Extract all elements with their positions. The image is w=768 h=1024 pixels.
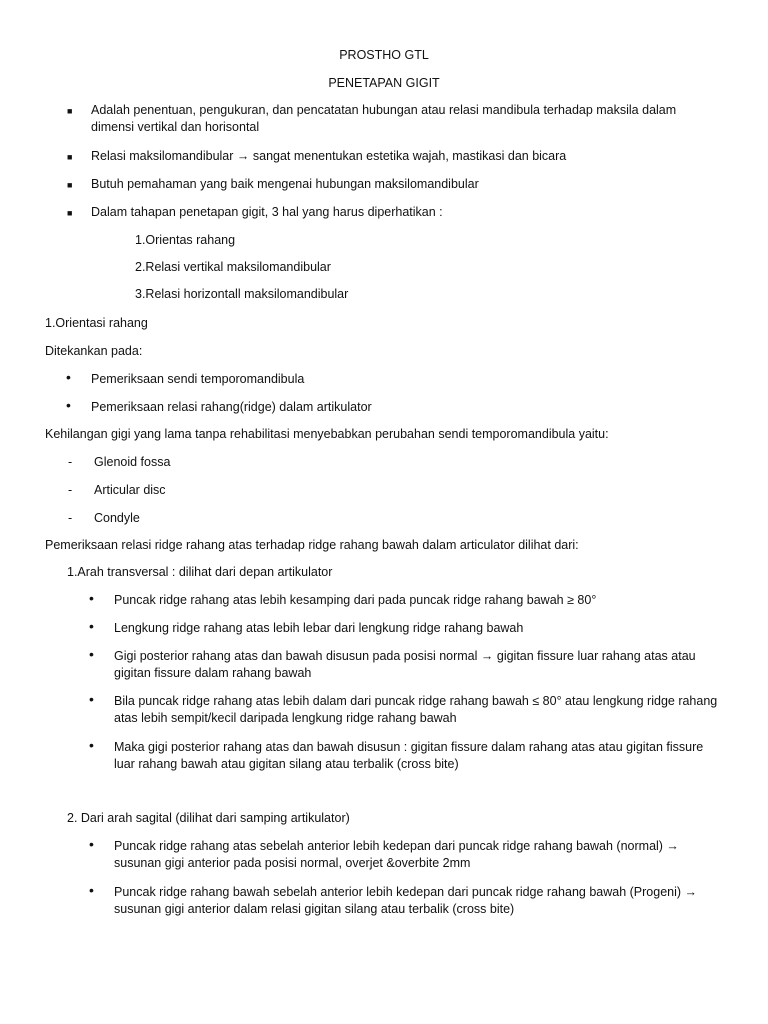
arah2-heading: 2. Dari arah sagital (dilihat dari samping artikulator)	[67, 811, 350, 825]
square-bullet-icon: ■	[67, 152, 73, 162]
dash-icon: -	[68, 511, 73, 525]
dash-item-1: Glenoid fossa	[94, 455, 171, 469]
round-bullet-icon: •	[89, 737, 94, 753]
arah1-bullet-5-line-1: Maka gigi posterior rahang atas dan bawah disusun : gigitan fissure dalam rahang atas atau gigitan fissure	[114, 740, 704, 754]
square-bullet-icon: ■	[67, 106, 73, 116]
kehilangan-paragraph: Kehilangan gigi yang lama tanpa rehabilitasi menyebabkan perubahan sendi temporomandibula yaitu:	[45, 427, 609, 441]
numbered-item-1: 1.Orientas rahang	[135, 233, 236, 247]
arah1-bullet-1: Puncak ridge rahang atas lebih kesamping dari pada puncak ridge rahang bawah ≥ 80°	[114, 593, 597, 607]
section1-heading: 1.Orientasi rahang	[45, 316, 148, 330]
section1-bullet-1: Pemeriksaan sendi temporomandibula	[91, 372, 305, 386]
arah1-bullet-4-line-2: atas lebih sempit/kecil daripada lengkung ridge rahang bawah	[114, 711, 457, 725]
arah2-bullet-1-line-2: susunan gigi anterior pada posisi normal, overjet &overbite 2mm	[114, 856, 471, 870]
round-bullet-icon: •	[89, 646, 94, 662]
round-bullet-icon: •	[89, 836, 94, 852]
arah2-bullet-2-line-2: susunan gigi anterior dalam relasi gigitan silang atau terbalik (cross bite)	[114, 902, 515, 916]
numbered-item-2: 2.Relasi vertikal maksilomandibular	[135, 260, 331, 274]
document-title: PROSTHO GTL	[339, 48, 429, 62]
arah1-bullet-5-line-2: luar rahang bawah atau gigitan silang atau terbalik (cross bite)	[114, 757, 459, 771]
numbered-item-3: 3.Relasi horizontall maksilomandibular	[135, 287, 349, 301]
square-bullet-icon: ■	[67, 208, 73, 218]
dash-item-3: Condyle	[94, 511, 140, 525]
round-bullet-icon: •	[66, 369, 71, 385]
round-bullet-icon: •	[89, 618, 94, 634]
pemeriksaan-paragraph: Pemeriksaan relasi ridge rahang atas terhadap ridge rahang bawah dalam articulator dilihat dari:	[45, 538, 579, 552]
arah2-bullet-2-line-1: Puncak ridge rahang bawah sebelah anterior lebih kedepan dari puncak ridge rahang bawah (Progeni) →	[114, 885, 698, 899]
round-bullet-icon: •	[66, 397, 71, 413]
arah1-bullet-4-line-1: Bila puncak ridge rahang atas lebih dalam dari puncak ridge rahang bawah ≤ 80° atau lengkung ridge rahang	[114, 694, 718, 708]
round-bullet-icon: •	[89, 590, 94, 606]
arah2-bullet-1-line-1: Puncak ridge rahang atas sebelah anterior lebih kedepan dari puncak ridge rahang bawah (normal) →	[114, 839, 679, 853]
intro-bullet-1-line-2: dimensi vertikal dan horisontal	[91, 120, 260, 134]
round-bullet-icon: •	[89, 691, 94, 707]
dash-icon: -	[68, 483, 73, 497]
arah1-bullet-3-line-1: Gigi posterior rahang atas dan bawah disusun pada posisi normal → gigitan fissure luar rahang atas atau	[114, 649, 696, 663]
dash-icon: -	[68, 455, 73, 469]
section1-bullet-2: Pemeriksaan relasi rahang(ridge) dalam artikulator	[91, 400, 372, 414]
arah1-heading: 1.Arah transversal : dilihat dari depan artikulator	[67, 565, 333, 579]
intro-bullet-3: Butuh pemahaman yang baik mengenai hubungan maksilomandibular	[91, 177, 479, 191]
square-bullet-icon: ■	[67, 180, 73, 190]
intro-bullet-1-line-1: Adalah penentuan, pengukuran, dan pencatatan hubungan atau relasi mandibula terhadap maksila dalam	[91, 103, 677, 117]
intro-bullet-2: Relasi maksilomandibular → sangat menentukan estetika wajah, mastikasi dan bicara	[91, 149, 567, 163]
arah1-bullet-2: Lengkung ridge rahang atas lebih lebar dari lengkung ridge rahang bawah	[114, 621, 524, 635]
arah1-bullet-3-line-2: gigitan fissure dalam rahang bawah	[114, 666, 312, 680]
document-subtitle: PENETAPAN GIGIT	[328, 76, 440, 90]
dash-item-2: Articular disc	[94, 483, 166, 497]
intro-bullet-4: Dalam tahapan penetapan gigit, 3 hal yang harus diperhatikan :	[91, 205, 443, 219]
round-bullet-icon: •	[89, 882, 94, 898]
ditekankan-label: Ditekankan pada:	[45, 344, 143, 358]
